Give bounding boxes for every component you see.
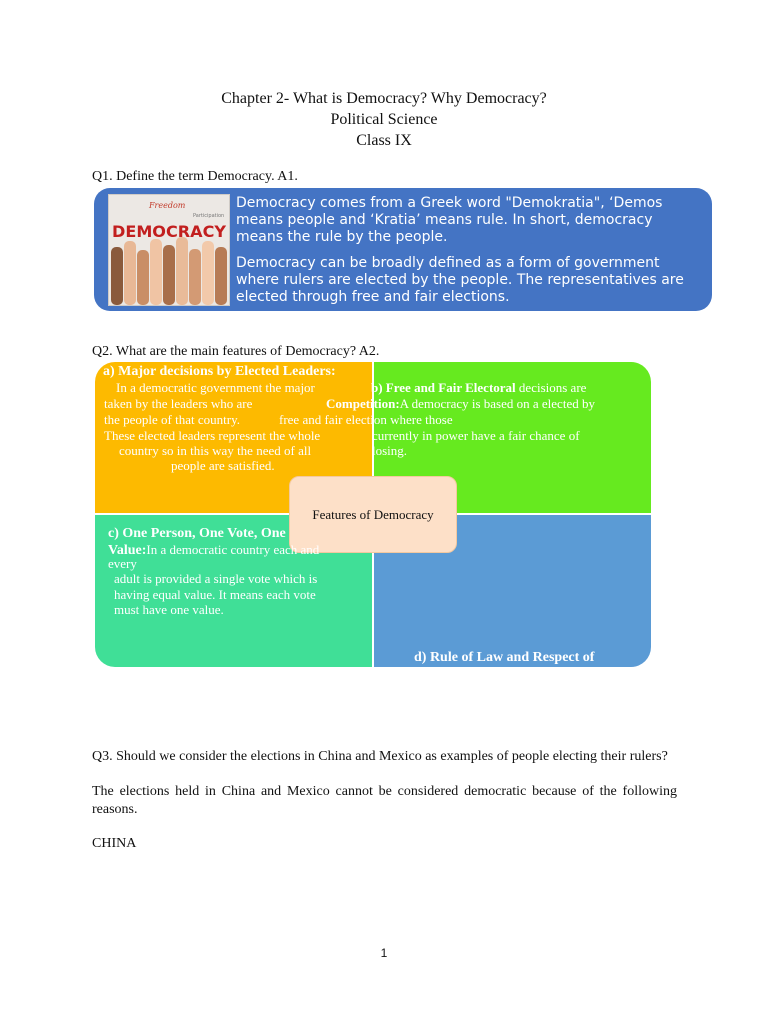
page-number: 1 <box>380 946 388 960</box>
raised-hands-icon <box>109 195 229 305</box>
feature-b-line: free and fair election where those <box>279 412 453 427</box>
q3-answer: The elections held in China and Mexico cannot be considered democratic because of the following reasons. <box>92 784 677 817</box>
china-heading: CHINA <box>92 836 137 851</box>
feature-c-title: c) One Person, One Vote, One <box>108 526 286 541</box>
feature-c-line: must have one value. <box>114 602 224 617</box>
q3-question: Q3. Should we consider the elections in China and Mexico as examples of people electing their rulers? <box>92 749 668 764</box>
feature-b-line: losing. <box>372 443 408 458</box>
feature-b-title: b) Free and Fair Electoral <box>371 380 516 395</box>
feature-c-line: every <box>108 556 137 571</box>
subject-title: Political Science <box>330 111 438 128</box>
svg-text:DEMOCRACY: DEMOCRACY <box>112 222 227 241</box>
features-center-label: Features of Democracy <box>312 506 434 522</box>
feature-c-line: adult is provided a single vote which is <box>114 571 318 586</box>
q2-question: Q2. What are the main features of Democracy? A2. <box>92 344 380 359</box>
chapter-title: Chapter 2- What is Democracy? Why Democracy? <box>221 90 547 107</box>
svg-text:Freedom: Freedom <box>149 201 186 210</box>
feature-a-line: the people of that country. <box>104 412 240 427</box>
feature-a-title: a) Major decisions by Elected Leaders: <box>103 364 336 379</box>
feature-a-line: taken by the leaders who are <box>104 396 253 411</box>
feature-d-title: d) Rule of Law and Respect of <box>414 650 595 665</box>
feature-c-line: Value:In a democratic country each and <box>108 542 320 558</box>
svg-text:Participation: Participation <box>193 213 225 219</box>
class-title: Class IX <box>356 132 412 149</box>
feature-a-line: people are satisfied. <box>171 458 275 473</box>
feature-c-line: having equal value. It means each vote <box>114 587 316 602</box>
feature-b-line: Competition:A democracy is based on a elected by <box>326 396 595 411</box>
feature-a-line: country so in this way the need of all <box>119 443 312 458</box>
democracy-image <box>108 194 230 306</box>
q1-question: Q1. Define the term Democracy. A1. <box>92 169 298 184</box>
feature-a-line: In a democratic government the major <box>116 380 315 395</box>
q1-paragraph-1: Democracy comes from a Greek word "Demokratia", ‘Demos means people and ‘Kratia’ means rule. In short, democracy means the rule by the people. <box>236 195 663 245</box>
q1-paragraph-2: Democracy can be broadly defined as a form of government where rulers are elected by the people. The representatives are elected through free and fair elections. <box>236 255 684 305</box>
feature-b-line: currently in power have a fair chance of <box>372 428 580 443</box>
feature-a-line: These elected leaders represent the whole <box>104 428 321 443</box>
feature-b-line: b) Free and Fair Electoral decisions are <box>371 380 587 395</box>
